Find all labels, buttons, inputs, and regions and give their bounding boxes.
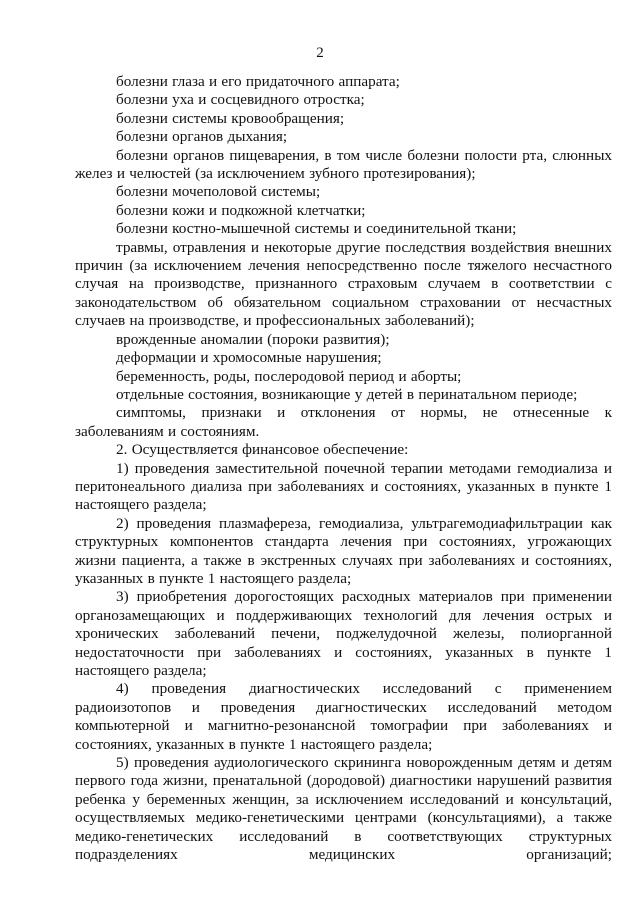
paragraph: отдельные состояния, возникающие у детей в перинатальном периоде; [116, 385, 578, 403]
paragraph: болезни органов пищеварения, в том числе болезни полости рта, слюнных желез и челюстей (за исключением зубного протезирования); [75, 146, 612, 183]
paragraph: 3) приобретения дорогостоящих расходных материалов при применении органозамещающих и поддерживающих технологий для лечения острых и хронических заболеваний печени, поджелудочной железы, полиорганной недостаточности при заболеваниях и состояниях, указанных в пункте 1 настоящего раздела; [75, 588, 612, 679]
paragraph: болезни мочеполовой системы; [116, 183, 321, 201]
paragraph: болезни уха и сосцевидного отростка; [116, 91, 365, 109]
document-body [75, 73, 612, 864]
paragraph: врожденные аномалии (пороки развития); [116, 330, 390, 348]
paragraph: 2. Осуществляется финансовое обеспечение: [116, 441, 409, 459]
paragraph: болезни органов дыхания; [116, 128, 288, 146]
page-number: 2 [316, 45, 324, 61]
paragraph: деформации и хромосомные нарушения; [116, 349, 382, 367]
paragraph: 1) проведения заместительной почечной терапии методами гемодиализа и перитонеального диализа при заболеваниях и состояниях, указанных в пункте 1 настоящего раздела; [75, 459, 612, 514]
paragraph: 5) проведения аудиологического скрининга новорожденным детям и детям первого года жизни, пренатальной (дородовой) диагностики нарушений развития ребенка у беременных женщин, за исключением исследований и консультаций, осуществляемых медико-генетическими центрами (консультациями), а также медико-генетических исследований в соответствующих структурных подразделениях медицинских организаций; [75, 754, 612, 864]
paragraph: болезни глаза и его придаточного аппарата; [116, 73, 400, 90]
paragraph: 4) проведения диагностических исследований с применением радиоизотопов и проведения диагностических исследований методом компьютерной и магнитно-резонансной томографии при заболеваниях и состояниях, указанных в пункте 1 настоящего раздела; [75, 680, 612, 753]
paragraph: болезни костно-мышечной системы и соединительной ткани; [116, 220, 517, 238]
paragraph: беременность, роды, послеродовой период и аборты; [116, 367, 462, 385]
paragraph: травмы, отравления и некоторые другие последствия воздействия внешних причин (за исключением лечения непосредственно после тяжелого несчастного случая на производстве, признанного страховым случаем в соответствии с законодательством об обязательном социальном страховании от несчастных случаев на производстве, и профессиональных заболеваний); [75, 238, 612, 330]
paragraph: болезни системы кровообращения; [116, 109, 345, 127]
paragraph: симптомы, признаки и отклонения от нормы, не отнесенные к заболеваниям и состояниям. [75, 404, 612, 440]
paragraph: 2) проведения плазмафереза, гемодиализа, ультрагемодиафильтрации как структурных компонентов стандарта лечения при состояниях, угрожающих жизни пациента, а также в экстренных случаях при заболеваниях и состояниях, указанных в пункте 1 настоящего раздела; [75, 514, 612, 587]
paragraph: болезни кожи и подкожной клетчатки; [116, 201, 366, 219]
